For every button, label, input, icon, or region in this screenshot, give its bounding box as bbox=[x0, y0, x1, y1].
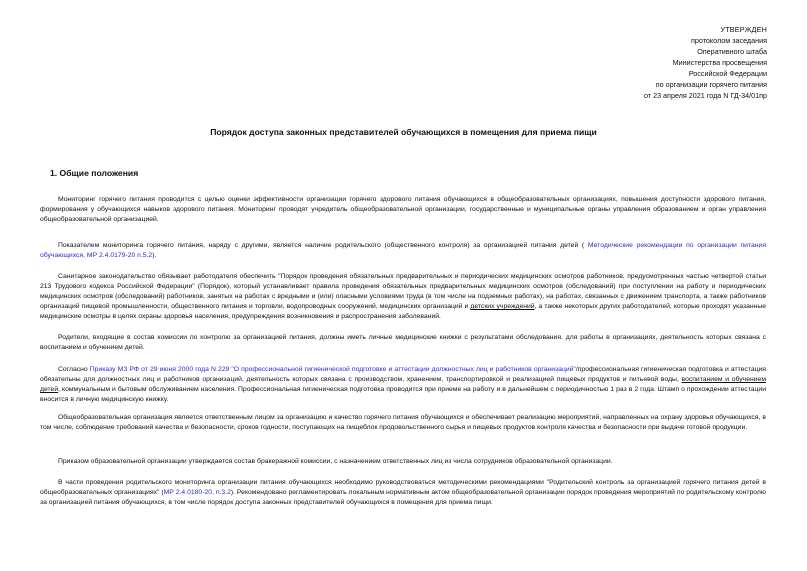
paragraph-text: , а также некоторых других работодателей, которые проходят указанные медицинские осмотры в целях охраны здоровья населения, предупреждения возникновения и распространения заболеваний. bbox=[40, 303, 767, 320]
order-229-link[interactable]: Приказу МЗ РФ от 29 июня 2000 года N 229 "О профессиональной гигиенической подготовке и аттестации должностных лиц и работников организаций" bbox=[89, 366, 576, 373]
approval-heading: УТВЕРЖДЕН bbox=[720, 25, 767, 34]
methodology-link[interactable]: Методические рекомендации по организации питания обучающихся, МР 2.4.0179-20 п.5.2 bbox=[40, 242, 767, 259]
approval-line: Российской Федерации bbox=[688, 69, 767, 78]
paragraph-text: Приказом образовательной организации утверждается состав бракеражной комиссии, с назначением ответственных лиц из числа сотрудников образовательной организации. bbox=[58, 458, 613, 465]
paragraph-text: В части проведения родительского мониторинга организации питания обучающихся необходимо руководствоваться методическими рекомендациями "Родительский контроль за организацией горячего питания детей в общеобразовательных организациях" ( bbox=[40, 479, 766, 496]
paragraph-responsibility bbox=[40, 413, 766, 433]
paragraph-text: Согласно bbox=[58, 366, 88, 373]
education-link[interactable]: воспитанием и обучением детей bbox=[40, 376, 766, 393]
paragraph-text: ). Рекомендовано регламентировать локальным нормативным актом общеобразовательной организации порядок проведения мероприятий по родительскому контролю за организацией питания обучающихся, в том числе порядок доступа законных представителей обучающихся в помещения для приема пищи. bbox=[40, 489, 766, 506]
section-heading: 1. Общие положения bbox=[50, 168, 139, 178]
approval-line: от 23 апреля 2021 года N ГД-34/01пр bbox=[643, 91, 767, 100]
paragraph-text: ). bbox=[152, 252, 157, 259]
approval-line: по организации горячего питания bbox=[655, 80, 767, 89]
approval-line: Оперативного штаба bbox=[697, 47, 767, 56]
document-title: Порядок доступа законных представителей обучающихся в помещения для приема пищи bbox=[210, 127, 597, 137]
paragraph-text: Показателем мониторинга горячего питания, наряду с другими, является наличие родительского (общественного контроля) за организацией питания детей ( bbox=[58, 242, 585, 249]
paragraph-text: Общеобразовательная организация является ответственным лицом за организацию и качество горячего питания обучающихся и обеспечивает реализацию мероприятий, направленных на охрану здоровья обучающихся, в том числе, соблюдение требований качества и безопасности, сроков годности, поступающих на пищеблок продовольственного сырья и пищевых продуктов контроля качества и безопасности при выдаче готовой продукции. bbox=[40, 414, 766, 431]
mr-link[interactable]: МР 2.4.0180-20, п.3.2 bbox=[163, 489, 231, 496]
approval-line: Министерства просвещения bbox=[672, 58, 767, 67]
approval-block bbox=[644, 24, 767, 101]
paragraph-text: , коммунальным и бытовым обслуживанием населения. Профессиональная гигиеническая подготовка проводится при приеме на работу и в дальнейшем с периодичностью 1 раз в 2 года. Штамп о прохождении аттестации вносится в личную медицинскую книжку. bbox=[40, 386, 766, 403]
paragraph-parents bbox=[40, 333, 766, 353]
paragraph-text: Родители, входящие в состав комиссии по контролю за организацией питания, должны иметь личные медицинские книжки с результатами обследования, для работы в организациях, деятельность которых связана с воспитанием и обучением детей. bbox=[40, 334, 766, 351]
paragraph-text: Мониторинг горячего питания проводится с целью оценки эффективности организации горячего здорового питания обучающихся в общеобразовательных организациях, повышения доступности здорового питания, формирования у обучающихся навыков здорового питания. Мониторинг проводят учредитель общеобразовательной организации, государственные и муниципальные органы управления образованием и орган управления общеобразовательной организацией. bbox=[40, 196, 766, 223]
paragraph-text: Санитарное законодательство обязывает работодателя обеспечить "Порядок проведения обязательных предварительных и периодических медицинских осмотров работников, предусмотренных частью четвертой статьи 213 Трудового кодекса Российской Федерации" (Порядок), который устанавливает правила проведения обязательных предварительных медицинских осмотров (обследований) при поступлении на работу и периодических медицинских осмотров (обследований) работников, занятых на работах с вредными и (или) опасными условиями труда (в том числе на подземных работах), на работах, связанных с движением транспорта, а также работников организаций пищевой промышленности, общественного питания и торговли, водопроводных сооружений, медицинских организаций и bbox=[40, 273, 766, 310]
paragraph-order bbox=[40, 365, 766, 405]
childcare-link[interactable]: детских учреждений bbox=[470, 303, 535, 310]
paragraph-indicator bbox=[40, 241, 766, 261]
approval-line: протоколом заседания bbox=[690, 36, 767, 45]
paragraph-parental-control bbox=[40, 478, 766, 508]
paragraph-commission bbox=[40, 457, 766, 467]
paragraph-sanitary bbox=[40, 272, 766, 322]
paragraph-monitoring bbox=[40, 195, 766, 225]
paragraph-text: /профессиональная гигиеническая подготовка и аттестация обязательны для должностных лиц и работников организаций, деятельность которых связана с производством, хранением, транспортировкой и реализацией пищевых продуктов и питьевой воды, bbox=[40, 366, 766, 383]
